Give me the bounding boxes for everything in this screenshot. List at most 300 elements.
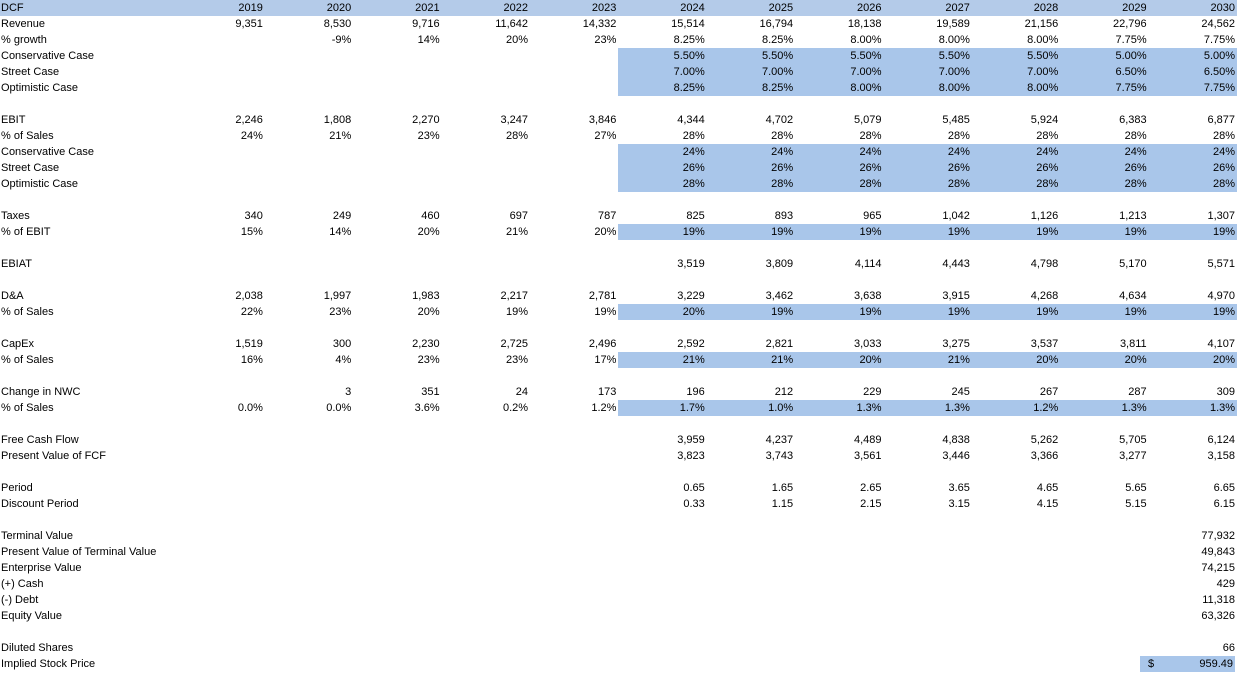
value-cell[interactable] [530,144,618,160]
value-cell[interactable]: 2.15 [860,498,882,510]
value-cell[interactable] [177,576,265,592]
value-cell[interactable]: 28% [1060,176,1148,192]
value-cell[interactable] [795,272,883,288]
row-label[interactable]: Street Case [1,66,60,78]
value-cell[interactable] [972,320,1060,336]
value-cell[interactable] [177,592,265,608]
value-cell[interactable]: 0.65 [683,482,705,494]
value-cell[interactable]: 74,215 [1201,562,1236,574]
value-cell[interactable] [353,432,441,448]
year-header-cell[interactable]: 2023 [530,0,618,16]
value-cell[interactable]: 14,332 [582,18,617,30]
value-cell[interactable] [442,560,530,576]
value-cell[interactable]: 24 [515,386,529,398]
value-cell[interactable] [353,544,441,560]
value-cell[interactable] [530,256,618,272]
value-cell[interactable]: 7.00% [795,64,883,80]
value-cell[interactable] [1060,528,1148,544]
value-cell[interactable]: 1,213 [1119,210,1147,222]
value-cell[interactable]: 429 [1216,578,1236,590]
value-cell[interactable]: 19% [795,304,883,320]
value-cell[interactable]: 4.65 [1036,482,1059,494]
value-cell[interactable] [1060,240,1148,256]
value-cell[interactable] [795,608,883,624]
value-cell[interactable]: 19% [795,224,883,240]
value-cell[interactable]: 3,537 [1030,338,1059,350]
row-label[interactable]: Change in NWC [1,386,81,398]
value-cell[interactable]: 4,634 [1119,290,1147,302]
value-cell[interactable] [618,544,706,560]
value-cell[interactable]: 1.2% [972,400,1060,416]
value-cell[interactable] [795,464,883,480]
value-cell[interactable]: 7.75% [1115,34,1147,46]
value-cell[interactable]: 1.3% [1149,400,1237,416]
value-cell[interactable]: 2,217 [500,290,529,302]
value-cell[interactable] [795,240,883,256]
value-cell[interactable]: 8.00% [850,34,882,46]
value-cell[interactable] [1060,576,1148,592]
value-cell[interactable] [1149,416,1237,432]
value-cell[interactable] [530,576,618,592]
value-cell[interactable] [442,640,530,656]
value-cell[interactable]: 20% [1060,352,1148,368]
value-cell[interactable] [972,608,1060,624]
value-cell[interactable]: 28% [771,130,794,142]
value-cell[interactable] [265,608,353,624]
value-cell[interactable]: 14% [417,34,440,46]
value-cell[interactable]: -9% [331,34,352,46]
value-cell[interactable]: 3.15 [948,498,970,510]
value-cell[interactable] [795,528,883,544]
value-cell[interactable] [884,640,972,656]
value-cell[interactable]: 1,042 [942,210,970,222]
value-cell[interactable]: 15,514 [671,18,705,30]
value-cell[interactable]: 24% [240,130,263,142]
value-cell[interactable] [177,368,265,384]
value-cell[interactable]: 28% [506,130,529,142]
value-cell[interactable] [618,272,706,288]
value-cell[interactable] [177,464,265,480]
value-cell[interactable]: 2,781 [588,290,617,302]
value-cell[interactable]: 1.0% [707,400,795,416]
value-cell[interactable]: 893 [774,210,794,222]
value-cell[interactable]: 7.00% [972,64,1060,80]
value-cell[interactable] [442,96,530,112]
value-cell[interactable] [265,416,353,432]
value-cell[interactable]: 23% [329,306,352,318]
value-cell[interactable]: 460 [421,210,440,222]
value-cell[interactable] [265,560,353,576]
value-cell[interactable]: 4,970 [1207,290,1236,302]
value-cell[interactable] [177,512,265,528]
value-cell[interactable] [972,576,1060,592]
value-cell[interactable] [177,160,265,176]
value-cell[interactable] [442,256,530,272]
row-label[interactable]: Street Case [1,162,60,174]
value-cell[interactable] [707,512,795,528]
value-cell[interactable] [442,576,530,592]
year-header-cell[interactable]: 2022 [442,0,530,16]
value-cell[interactable] [265,320,353,336]
value-cell[interactable] [1149,96,1237,112]
value-cell[interactable] [353,624,441,640]
value-cell[interactable] [177,192,265,208]
value-cell[interactable] [353,576,441,592]
value-cell[interactable] [1060,272,1148,288]
value-cell[interactable]: 24% [972,144,1060,160]
value-cell[interactable] [442,480,530,496]
row-label[interactable] [0,240,177,256]
value-cell[interactable]: 8.00% [1027,34,1059,46]
value-cell[interactable]: 4,114 [854,258,882,270]
value-cell[interactable] [353,448,441,464]
value-cell[interactable] [530,80,618,96]
value-cell[interactable]: 3,158 [1207,450,1236,462]
row-label[interactable]: Present Value of Terminal Value [1,546,157,558]
value-cell[interactable] [442,608,530,624]
value-cell[interactable]: 825 [686,210,705,222]
value-cell[interactable]: 28% [947,130,970,142]
value-cell[interactable]: 0.2% [502,402,529,414]
value-cell[interactable]: 20% [506,34,529,46]
value-cell[interactable] [618,464,706,480]
row-label[interactable]: Taxes [1,210,30,222]
value-cell[interactable] [353,272,441,288]
value-cell[interactable] [884,544,972,560]
row-label[interactable]: Equity Value [1,610,62,622]
value-cell[interactable]: 340 [244,210,263,222]
value-cell[interactable] [530,528,618,544]
value-cell[interactable]: 19% [618,224,706,240]
row-label[interactable]: % of Sales [1,354,54,366]
value-cell[interactable] [353,96,441,112]
value-cell[interactable] [177,96,265,112]
value-cell[interactable] [353,512,441,528]
value-cell[interactable] [530,160,618,176]
value-cell[interactable] [265,64,353,80]
value-cell[interactable]: 19% [594,306,617,318]
value-cell[interactable] [618,96,706,112]
value-cell[interactable] [884,272,972,288]
row-label[interactable] [0,464,177,480]
value-cell[interactable] [265,96,353,112]
value-cell[interactable]: 7.00% [707,64,795,80]
value-cell[interactable] [353,640,441,656]
value-cell[interactable] [353,144,441,160]
value-cell[interactable] [353,560,441,576]
value-cell[interactable]: 3,247 [500,114,529,126]
value-cell[interactable]: 3,275 [942,338,970,350]
value-cell[interactable] [795,96,883,112]
value-cell[interactable] [442,592,530,608]
value-cell[interactable]: 24% [707,144,795,160]
value-cell[interactable]: 249 [332,210,352,222]
value-cell[interactable]: 4,798 [1030,258,1059,270]
value-cell[interactable] [1060,544,1148,560]
row-label[interactable]: Present Value of FCF [1,450,106,462]
value-cell[interactable]: 2,821 [765,338,794,350]
row-label[interactable]: EBIT [1,114,26,126]
value-cell[interactable] [618,576,706,592]
value-cell[interactable] [1060,592,1148,608]
value-cell[interactable] [530,448,618,464]
value-cell[interactable] [442,512,530,528]
value-cell[interactable]: 28% [859,130,882,142]
value-cell[interactable]: 28% [884,176,972,192]
value-cell[interactable]: 6.50% [1060,64,1148,80]
value-cell[interactable] [795,592,883,608]
value-cell[interactable]: 63,326 [1201,610,1236,622]
row-label[interactable]: (-) Debt [1,594,39,606]
value-cell[interactable]: 5,170 [1119,258,1147,270]
value-cell[interactable]: 173 [598,386,617,398]
value-cell[interactable] [265,256,353,272]
year-header-cell[interactable]: 2021 [353,0,441,16]
value-cell[interactable] [353,464,441,480]
year-header-cell[interactable]: 2028 [972,0,1060,16]
value-cell[interactable]: 4% [335,354,352,366]
value-cell[interactable]: 7.75% [1060,80,1148,96]
value-cell[interactable] [353,320,441,336]
value-cell[interactable] [442,80,530,96]
value-cell[interactable] [530,320,618,336]
value-cell[interactable]: 1,126 [1030,210,1059,222]
value-cell[interactable] [1060,464,1148,480]
row-label[interactable]: Terminal Value [1,530,73,542]
value-cell[interactable] [884,240,972,256]
value-cell[interactable]: 6,124 [1207,434,1236,446]
value-cell[interactable] [1060,608,1148,624]
value-cell[interactable] [707,320,795,336]
value-cell[interactable] [707,608,795,624]
value-cell[interactable]: 19% [972,224,1060,240]
value-cell[interactable] [972,592,1060,608]
value-cell[interactable] [265,48,353,64]
value-cell[interactable]: 26% [884,160,972,176]
value-cell[interactable] [1149,272,1237,288]
value-cell[interactable] [707,192,795,208]
value-cell[interactable]: 787 [598,210,617,222]
value-cell[interactable] [442,48,530,64]
value-cell[interactable]: 19% [707,304,795,320]
value-cell[interactable] [442,624,530,640]
value-cell[interactable] [442,160,530,176]
value-cell[interactable]: 27% [594,130,617,142]
row-label[interactable] [0,96,177,112]
value-cell[interactable] [972,560,1060,576]
value-cell[interactable] [618,640,706,656]
value-cell[interactable]: 1,997 [323,290,352,302]
value-cell[interactable]: 20% [972,352,1060,368]
value-cell[interactable]: 8.25% [618,80,706,96]
value-cell[interactable]: 16% [240,354,263,366]
value-cell[interactable] [618,240,706,256]
value-cell[interactable] [353,256,441,272]
value-cell[interactable] [265,240,353,256]
value-cell[interactable] [177,624,265,640]
value-cell[interactable] [707,592,795,608]
value-cell[interactable] [442,192,530,208]
value-cell[interactable] [442,272,530,288]
value-cell[interactable] [530,416,618,432]
value-cell[interactable]: 24% [884,144,972,160]
value-cell[interactable] [530,496,618,512]
value-cell[interactable] [884,528,972,544]
value-cell[interactable] [707,528,795,544]
value-cell[interactable] [1060,624,1148,640]
value-cell[interactable]: 28% [1036,130,1059,142]
value-cell[interactable] [353,240,441,256]
value-cell[interactable]: 3.65 [948,482,970,494]
value-cell[interactable] [442,496,530,512]
value-cell[interactable]: 20% [618,304,706,320]
value-cell[interactable]: 19% [1060,224,1148,240]
value-cell[interactable] [265,576,353,592]
value-cell[interactable] [442,416,530,432]
value-cell[interactable] [265,592,353,608]
value-cell[interactable]: 5.65 [1125,482,1147,494]
row-label[interactable]: % growth [1,34,47,46]
year-header-cell[interactable]: 2027 [884,0,972,16]
value-cell[interactable]: 3 [345,386,352,398]
value-cell[interactable]: 3,366 [1030,450,1059,462]
value-cell[interactable] [177,432,265,448]
value-cell[interactable] [795,368,883,384]
value-cell[interactable] [353,80,441,96]
value-cell[interactable] [884,560,972,576]
value-cell[interactable] [530,432,618,448]
value-cell[interactable] [618,320,706,336]
value-cell[interactable]: 23% [594,34,617,46]
value-cell[interactable] [618,416,706,432]
year-header-cell[interactable]: 2024 [618,0,706,16]
value-cell[interactable]: 5.00% [1149,48,1237,64]
value-cell[interactable] [265,448,353,464]
value-cell[interactable]: 26% [795,160,883,176]
value-cell[interactable]: 8.25% [673,34,705,46]
year-header-cell[interactable]: 2030 [1149,0,1237,16]
value-cell[interactable]: 19% [1060,304,1148,320]
row-label[interactable]: % of Sales [1,402,54,414]
value-cell[interactable]: 24% [618,144,706,160]
value-cell[interactable]: 8.00% [972,80,1060,96]
value-cell[interactable]: 3,809 [765,258,794,270]
value-cell[interactable]: 14% [329,226,352,238]
value-cell[interactable] [353,608,441,624]
value-cell[interactable]: 1.15 [771,498,794,510]
value-cell[interactable]: 5,485 [942,114,970,126]
value-cell[interactable] [353,48,441,64]
value-cell[interactable]: 2,038 [235,290,263,302]
value-cell[interactable] [177,528,265,544]
value-cell[interactable] [707,544,795,560]
value-cell[interactable]: 3,462 [765,290,794,302]
value-cell[interactable]: 21% [329,130,352,142]
value-cell[interactable] [177,544,265,560]
value-cell[interactable] [530,464,618,480]
value-cell[interactable]: 1,307 [1207,210,1236,222]
value-cell[interactable] [442,368,530,384]
value-cell[interactable]: 8,530 [323,18,352,30]
value-cell[interactable] [707,464,795,480]
value-cell[interactable]: 28% [1213,130,1236,142]
value-cell[interactable] [265,544,353,560]
value-cell[interactable]: 3,561 [854,450,882,462]
value-cell[interactable] [618,592,706,608]
value-cell[interactable]: 23% [417,354,440,366]
year-header-cell[interactable]: 2025 [707,0,795,16]
value-cell[interactable] [972,640,1060,656]
value-cell[interactable]: 3,446 [942,450,970,462]
value-cell[interactable]: 21% [618,352,706,368]
value-cell[interactable] [884,608,972,624]
value-cell[interactable]: 1.7% [618,400,706,416]
value-cell[interactable] [972,240,1060,256]
value-cell[interactable] [884,464,972,480]
value-cell[interactable]: 8.00% [938,34,970,46]
value-cell[interactable]: 66 [1222,642,1236,654]
value-cell[interactable]: 28% [682,130,705,142]
value-cell[interactable] [177,176,265,192]
value-cell[interactable]: 7.75% [1203,34,1236,46]
value-cell[interactable]: 11,318 [1202,594,1236,606]
value-cell[interactable]: 5.50% [618,48,706,64]
value-cell[interactable] [1060,416,1148,432]
value-cell[interactable]: 28% [1149,176,1237,192]
value-cell[interactable]: 26% [1149,160,1237,176]
value-cell[interactable]: 965 [863,210,882,222]
value-cell[interactable] [1149,320,1237,336]
year-header-cell[interactable]: 2020 [265,0,353,16]
value-cell[interactable]: 7.75% [1149,80,1237,96]
value-cell[interactable]: 3,519 [677,258,705,270]
header-label-cell[interactable]: DCF [0,0,177,16]
value-cell[interactable] [707,416,795,432]
value-cell[interactable] [265,624,353,640]
value-cell[interactable] [177,48,265,64]
value-cell[interactable] [1149,192,1237,208]
value-cell[interactable]: 24,562 [1201,18,1236,30]
value-cell[interactable] [618,624,706,640]
value-cell[interactable]: 3,811 [1119,338,1147,350]
value-cell[interactable]: 26% [707,160,795,176]
value-cell[interactable] [707,624,795,640]
value-cell[interactable] [442,144,530,160]
value-cell[interactable] [530,272,618,288]
value-cell[interactable] [707,96,795,112]
value-cell[interactable] [353,480,441,496]
year-header-cell[interactable]: 2026 [795,0,883,16]
value-cell[interactable]: 2,246 [235,114,263,126]
value-cell[interactable]: 28% [972,176,1060,192]
value-cell[interactable] [530,96,618,112]
value-cell[interactable]: 0.0% [326,402,352,414]
row-label[interactable]: Revenue [1,18,46,30]
value-cell[interactable]: 4,107 [1207,338,1236,350]
value-cell[interactable]: 9,351 [235,18,263,30]
value-cell[interactable]: 8.00% [795,80,883,96]
value-cell[interactable]: 4,489 [854,434,882,446]
value-cell[interactable] [530,240,618,256]
row-label[interactable]: Enterprise Value [1,562,82,574]
value-cell[interactable]: 21% [506,226,529,238]
value-cell[interactable]: 20% [795,352,883,368]
value-cell[interactable]: 300 [332,338,352,350]
value-cell[interactable]: 2,592 [677,338,705,350]
value-cell[interactable]: 19% [884,224,972,240]
value-cell[interactable]: 3,277 [1119,450,1147,462]
value-cell[interactable]: 20% [1149,352,1237,368]
